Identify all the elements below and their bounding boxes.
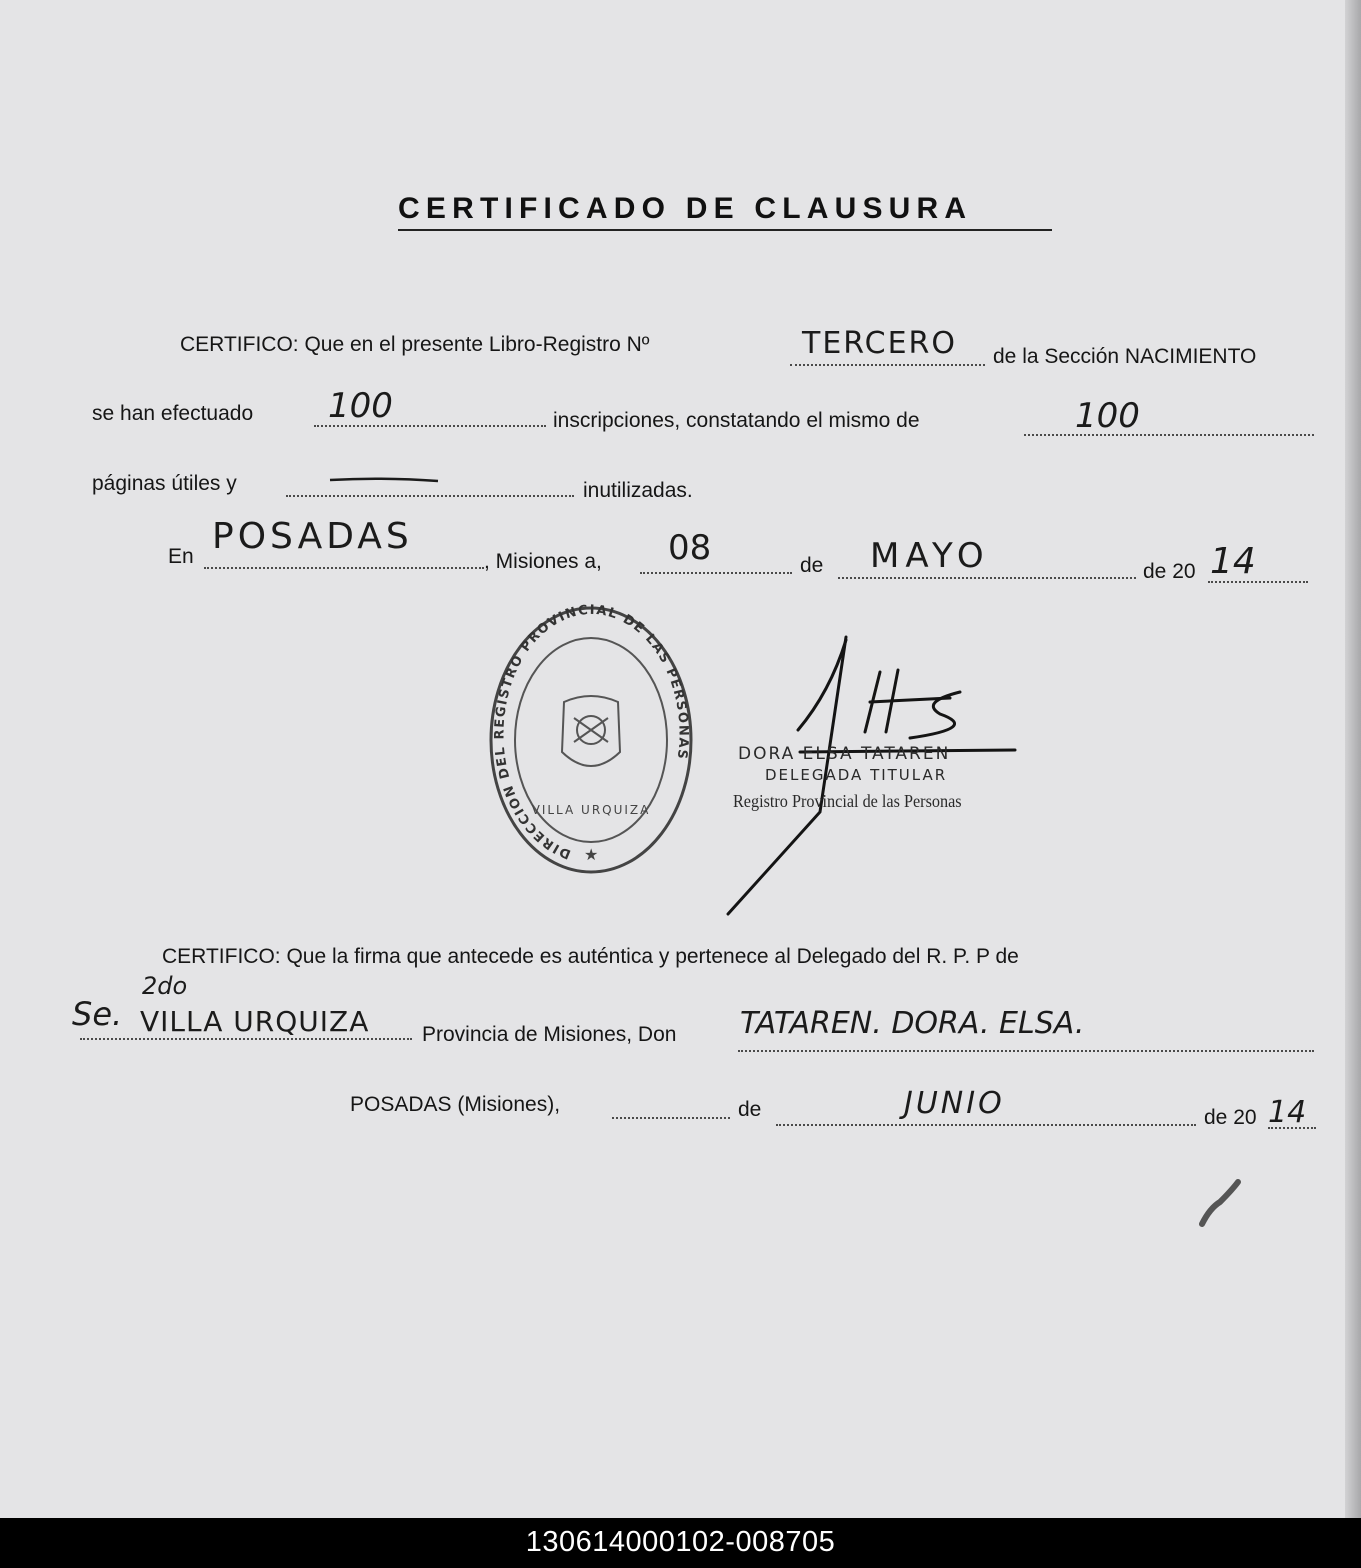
inutilizadas-text: inutilizadas. bbox=[583, 479, 693, 502]
inscripciones-count-handwritten: 100 bbox=[328, 386, 393, 426]
misiones-a-text: , Misiones a, bbox=[484, 550, 602, 573]
posadas-misiones-text: POSADAS (Misiones), bbox=[350, 1093, 561, 1116]
seccional-prefix-handwritten: Se. bbox=[72, 995, 123, 1033]
anio-handwritten: 14 bbox=[1210, 541, 1256, 582]
closing-de-label: de bbox=[738, 1098, 762, 1121]
dia-handwritten: 08 bbox=[668, 528, 712, 568]
official-stamp bbox=[486, 602, 696, 880]
closing-mes-dotted-line bbox=[776, 1124, 1196, 1126]
localidad-dotted-line bbox=[80, 1038, 412, 1040]
seccion-text: de la Sección NACIMIENTO bbox=[993, 345, 1257, 368]
provincia-text: Provincia de Misiones, Don bbox=[422, 1023, 677, 1046]
svg-text:VILLA URQUIZA: VILLA URQUIZA bbox=[531, 803, 651, 817]
delegado-nombre-handwritten: TATAREN. DORA. ELSA. bbox=[740, 1006, 1085, 1041]
inscripciones-text: inscripciones, constatando el mismo de bbox=[553, 409, 920, 432]
delegado-dotted-line bbox=[738, 1050, 1314, 1052]
paginas-count-handwritten: 100 bbox=[1075, 396, 1140, 436]
inutilizadas-dash-stroke bbox=[328, 474, 440, 486]
closing-anio-handwritten: 14 bbox=[1268, 1095, 1307, 1130]
seccional-number-handwritten: 2do bbox=[142, 972, 188, 1000]
closing-mes-handwritten: JUNIO bbox=[904, 1086, 1005, 1121]
page-edge-shadow bbox=[1345, 0, 1361, 1518]
closing-dia-dotted-line bbox=[612, 1117, 730, 1119]
mes-dotted-line bbox=[838, 577, 1136, 579]
document-id: 130614000102-008705 bbox=[525, 1526, 836, 1558]
closing-de-20-label: de 20 bbox=[1204, 1106, 1257, 1129]
localidad-handwritten: VILLA URQUIZA bbox=[140, 1005, 370, 1038]
se-han-efectuado-label: se han efectuado bbox=[92, 402, 254, 425]
libro-number-dotted-line bbox=[790, 364, 985, 366]
svg-text:DIRECCION DEL REGISTRO PROVINC: DIRECCION DEL REGISTRO PROVINCIAL DE LAS PERSONAS bbox=[492, 602, 691, 862]
ink-mark bbox=[1196, 1178, 1244, 1230]
svg-text:★: ★ bbox=[584, 845, 599, 864]
signatory-role: DELEGADA TITULAR bbox=[765, 766, 948, 784]
libro-number-handwritten: TERCERO bbox=[802, 326, 957, 361]
certifico-firma-text: CERTIFICO: Que la firma que antecede es auténtica y pertenece al Delegado del R. P. P de bbox=[162, 945, 1019, 968]
en-label: En bbox=[168, 545, 194, 568]
de-20-label: de 20 bbox=[1143, 560, 1196, 583]
title-underline bbox=[398, 229, 1052, 231]
inutilizadas-dotted-line bbox=[286, 495, 574, 497]
de-label: de bbox=[800, 554, 824, 577]
dia-dotted-line bbox=[640, 572, 792, 574]
signatory-name: DORA ELSA TATAREN bbox=[738, 744, 951, 764]
document-title: CERTIFICADO DE CLAUSURA bbox=[398, 192, 973, 225]
certifico-intro: CERTIFICO: Que en el presente Libro-Registro Nº bbox=[180, 333, 650, 356]
paginas-dotted-line bbox=[1024, 434, 1314, 436]
ciudad-handwritten: POSADAS bbox=[212, 516, 413, 557]
signatory-office: Registro Provincial de las Personas bbox=[733, 791, 962, 811]
ciudad-dotted-line bbox=[204, 567, 484, 569]
mes-handwritten: MAYO bbox=[870, 536, 990, 576]
footer-bar bbox=[0, 1518, 1361, 1568]
paginas-utiles-label: páginas útiles y bbox=[92, 472, 237, 495]
